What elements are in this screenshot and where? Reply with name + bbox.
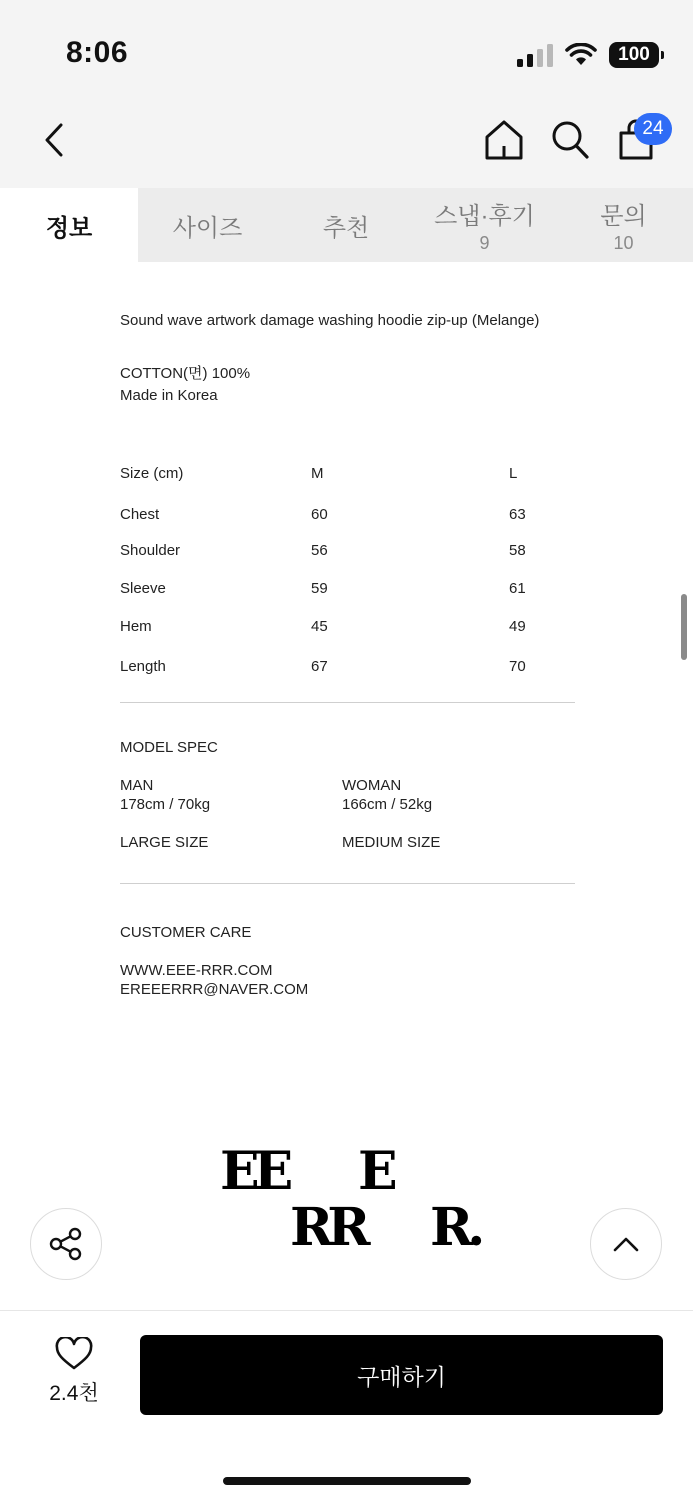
table-cell: 70 xyxy=(509,658,526,675)
chevron-left-icon xyxy=(43,122,65,158)
table-cell: 60 xyxy=(311,506,328,523)
status-time: 8:06 xyxy=(66,36,129,69)
share-icon xyxy=(48,1226,84,1262)
table-cell: Chest xyxy=(120,506,160,523)
scrollbar[interactable] xyxy=(681,594,687,660)
share-button[interactable] xyxy=(30,1208,102,1280)
tab-label: 문의 xyxy=(600,203,647,230)
model-woman-spec: 166cm / 52kg xyxy=(342,796,433,813)
tab-snap-review[interactable] xyxy=(415,188,554,262)
tab-label: 스냅·후기 xyxy=(434,203,535,230)
customer-care-email: EREEERRR@NAVER.COM xyxy=(120,981,309,998)
tab-label: 추천 xyxy=(322,214,370,242)
home-button[interactable] xyxy=(482,116,526,164)
like-button[interactable] xyxy=(34,1337,114,1407)
logo-text: EE xyxy=(220,1141,288,1202)
home-icon xyxy=(484,119,524,161)
customer-care-title: CUSTOMER CARE xyxy=(120,924,252,941)
product-origin: Made in Korea xyxy=(120,387,218,404)
table-cell: Length xyxy=(120,658,166,675)
logo-text: R. xyxy=(430,1197,480,1258)
home-indicator xyxy=(223,1477,471,1485)
tab-inquiry[interactable] xyxy=(554,188,693,262)
status-icons xyxy=(517,40,659,70)
top-bar xyxy=(0,0,693,188)
divider xyxy=(120,883,575,884)
model-man-label: MAN xyxy=(120,777,154,794)
product-tabs xyxy=(0,188,693,262)
table-cell: 58 xyxy=(509,542,526,559)
logo-text: RR xyxy=(290,1197,365,1258)
search-button[interactable] xyxy=(548,116,592,164)
model-woman-label: WOMAN xyxy=(342,777,402,794)
size-header-m: M xyxy=(311,465,324,482)
tab-count: 9 xyxy=(479,233,490,253)
divider xyxy=(120,702,575,703)
table-cell: Shoulder xyxy=(120,542,181,559)
chevron-up-icon xyxy=(612,1235,640,1253)
model-spec-title: MODEL SPEC xyxy=(120,739,218,756)
scroll-to-top-button[interactable] xyxy=(590,1208,662,1280)
table-cell: 56 xyxy=(311,542,328,559)
size-header-l: L xyxy=(509,465,518,482)
customer-care-website: WWW.EEE-RRR.COM xyxy=(120,962,273,979)
tab-info[interactable] xyxy=(0,188,138,262)
table-cell: 61 xyxy=(509,580,526,597)
model-woman-size: MEDIUM SIZE xyxy=(342,834,441,851)
buy-button[interactable]: 구매하기 xyxy=(140,1335,663,1415)
back-button[interactable] xyxy=(34,118,74,162)
table-cell: 45 xyxy=(311,618,328,635)
cart-count-badge: 24 xyxy=(634,113,672,145)
heart-icon xyxy=(54,1337,94,1371)
product-material: COTTON(면) 100% xyxy=(120,365,251,382)
table-cell: 67 xyxy=(311,658,328,675)
tab-label: 정보 xyxy=(45,214,93,242)
model-man-spec: 178cm / 70kg xyxy=(120,796,211,813)
model-man-size: LARGE SIZE xyxy=(120,834,209,851)
battery-icon: 100 xyxy=(609,42,659,68)
table-cell: 63 xyxy=(509,506,526,523)
wifi-icon xyxy=(565,43,597,67)
table-cell: Sleeve xyxy=(120,580,166,597)
size-header-label: Size (cm) xyxy=(120,465,184,482)
tab-recommend[interactable] xyxy=(277,188,415,262)
table-cell: Hem xyxy=(120,618,152,635)
tab-size[interactable] xyxy=(138,188,277,262)
table-cell: 59 xyxy=(311,580,328,597)
bottom-action-bar xyxy=(0,1310,693,1500)
search-icon xyxy=(550,119,590,161)
like-count: 2.4천 xyxy=(49,1382,99,1405)
tab-count: 10 xyxy=(613,233,634,253)
product-title: Sound wave artwork damage washing hoodie zip-up (Melange) xyxy=(120,312,540,329)
tab-label: 사이즈 xyxy=(172,214,243,242)
logo-text: E xyxy=(358,1141,392,1202)
signal-icon xyxy=(517,43,553,67)
table-cell: 49 xyxy=(509,618,526,635)
